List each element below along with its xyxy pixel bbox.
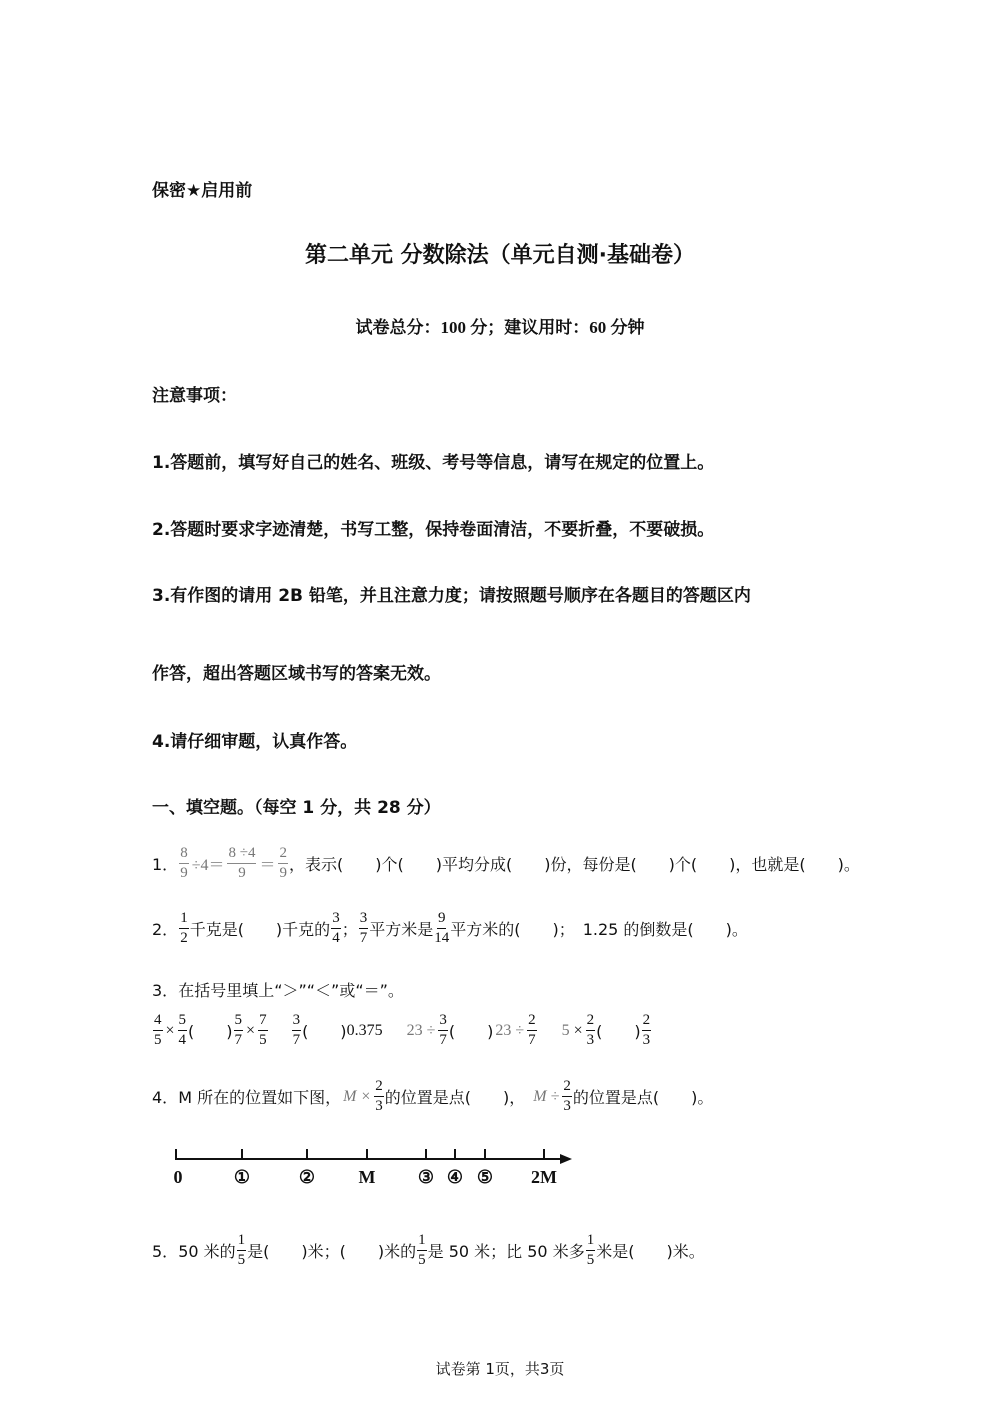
question-2-text-4: 平方米的( )；	[450, 920, 575, 939]
fraction-2-3: $\frac{2}{3}$	[642, 1012, 651, 1048]
fraction-8-9: $\frac{8}{9}$	[180, 845, 188, 881]
decimal-value: 0.375	[346, 1021, 383, 1039]
fraction-8div4-9: $\frac{8 \div 4}{9}$	[228, 845, 256, 881]
question-2-text-3: 平方米是	[369, 920, 434, 939]
question-number: 1．	[152, 855, 179, 874]
fraction-1-5: $\frac{1}{5}$	[237, 1232, 246, 1268]
tick-label-1: ①	[233, 1167, 251, 1187]
tick-label-2m: 2M	[531, 1167, 557, 1187]
expression-23-div: 23 ÷	[495, 1021, 525, 1039]
fraction-1-5: $\frac{1}{5}$	[586, 1232, 595, 1268]
exam-info: 试卷总分：100 分；建议用时：60 分钟	[355, 318, 645, 337]
fraction-3-4: $\frac{3}{4}$	[332, 910, 340, 946]
tick-label-3: ③	[417, 1167, 435, 1187]
exam-title: 第二单元 分数除法（单元自测·基础卷）	[304, 243, 696, 268]
note-4: 4.请仔细审题，认真作答。	[152, 732, 358, 752]
expression-23-div: 23 ÷	[406, 1021, 436, 1039]
question-3	[152, 978, 404, 1001]
fraction-2-3: $\frac{2}{3}$	[586, 1012, 595, 1048]
question-5	[152, 1233, 705, 1268]
tick-label-m: M	[358, 1167, 376, 1187]
page-footer: 试卷第 1页，共3页	[435, 1360, 565, 1378]
fraction-2-3: $\frac{2}{3}$	[375, 1078, 383, 1114]
fraction-3-7: $\frac{3}{7}$	[359, 910, 368, 946]
tick-label-0: 0	[173, 1167, 183, 1187]
section-heading: 一、填空题。（每空 1 分，共 28 分）	[152, 798, 441, 818]
fraction-2-9: $\frac{2}{9}$	[279, 845, 287, 881]
question-1-text: ，表示( )个( )平均分成( )份，每份是( )个( )，也就是( )。	[288, 855, 860, 874]
arrow-head-icon	[560, 1154, 572, 1164]
answer-blank: ( )	[302, 1022, 347, 1041]
answer-blank: ( )	[596, 1022, 641, 1041]
question-4-text-3: 的位置是点( )。	[572, 1088, 714, 1107]
question-1	[152, 846, 860, 881]
multiply-sign: ×	[165, 1021, 175, 1039]
tick-label-5: ⑤	[476, 1167, 494, 1187]
fraction-1-5: $\frac{1}{5}$	[418, 1232, 426, 1268]
question-5-text-1: 50 米的	[178, 1242, 236, 1261]
question-3-comparisons	[152, 1013, 652, 1048]
variable-m: M ×	[343, 1087, 372, 1105]
fraction-3-7: $\frac{3}{7}$	[439, 1012, 447, 1048]
tick-label-2: ②	[298, 1167, 316, 1187]
note-3b: 作答，超出答题区域书写的答案无效。	[152, 664, 441, 684]
number-line-diagram	[160, 1140, 590, 1200]
question-number: 3．	[152, 981, 179, 1000]
note-3a: 3.有作图的请用 2B 铅笔，并且注意力度；请按照题号顺序在各题目的答题区内	[152, 586, 751, 606]
question-4	[152, 1079, 713, 1114]
expression-5-times: 5	[561, 1021, 570, 1039]
answer-blank: ( )	[448, 1022, 494, 1041]
multiply-sign: ×	[246, 1021, 256, 1039]
question-2-text-2: ；	[341, 920, 358, 939]
question-2-text-1: 千克是( )千克的	[189, 920, 331, 939]
fraction-5-4: $\frac{5}{4}$	[178, 1012, 187, 1048]
fraction-2-7: $\frac{2}{7}$	[528, 1012, 536, 1048]
question-number: 4．	[152, 1088, 179, 1107]
question-2	[152, 911, 748, 946]
fraction-1-2: $\frac{1}{2}$	[180, 910, 188, 946]
equals-sign: ＝	[259, 857, 276, 874]
fraction-3-7: $\frac{3}{7}$	[292, 1012, 301, 1048]
question-5-text-2: 是( )米；( )米的	[247, 1242, 417, 1261]
fraction-7-5: $\frac{7}{5}$	[259, 1012, 267, 1048]
confidential-label: 保密★启用前	[152, 181, 253, 201]
question-5-text-3: 是 50 米；比 50 米多	[427, 1242, 585, 1261]
question-number: 2．	[152, 920, 179, 939]
fraction-9-14: $\frac{9}{14}$	[434, 910, 450, 946]
tick-label-4: ④	[446, 1167, 464, 1187]
note-1: 1.答题前，填写好自己的姓名、班级、考号等信息，请写在规定的位置上。	[152, 453, 715, 473]
multiply-sign: ×	[573, 1021, 583, 1039]
question-4-text-1: M 所在的位置如下图，	[178, 1088, 342, 1107]
answer-blank: ( )	[188, 1022, 233, 1041]
variable-m: M ÷	[533, 1087, 560, 1105]
number-line-ticks	[176, 1149, 544, 1159]
question-4-text-2: 的位置是点( )，	[384, 1088, 526, 1107]
fraction-4-5: $\frac{4}{5}$	[154, 1012, 162, 1048]
question-2-text-5: 1.25 的倒数是( )。	[582, 920, 748, 939]
question-3-text: 在括号里填上“＞”“＜”或“＝”。	[178, 981, 404, 1000]
note-2: 2.答题时要求字迹清楚，书写工整，保持卷面清洁，不要折叠，不要破损。	[152, 520, 715, 540]
fraction-2-3: $\frac{2}{3}$	[563, 1078, 571, 1114]
question-5-text-4: 米是( )米。	[596, 1242, 705, 1261]
notes-heading: 注意事项：	[152, 386, 237, 406]
fraction-5-7: $\frac{5}{7}$	[234, 1012, 243, 1048]
division-sign: ÷4＝	[191, 857, 225, 874]
question-number: 5．	[152, 1242, 179, 1261]
